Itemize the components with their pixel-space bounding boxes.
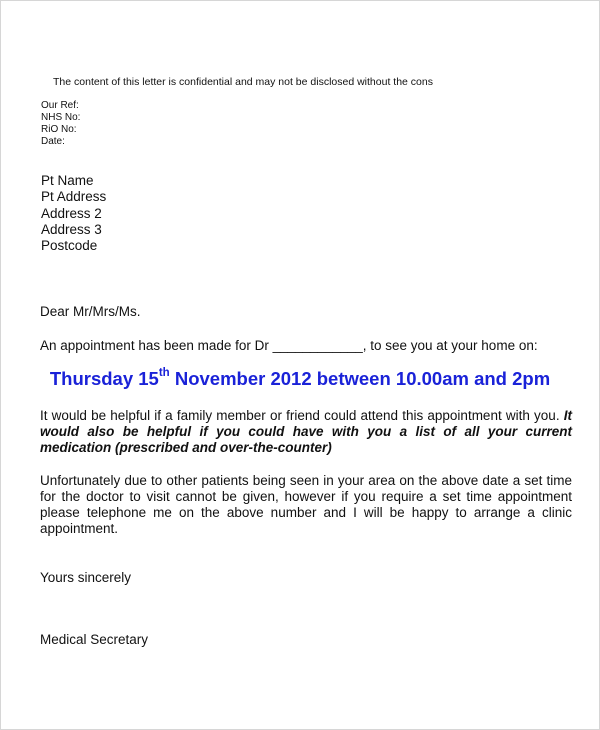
- our-ref-label: Our Ref:: [41, 100, 79, 111]
- address-line-3: Address 3: [41, 221, 102, 237]
- appointment-datetime: [1, 366, 599, 392]
- medication-request: It would also be helpful if you could have with you a list of all your current medication (prescribed and over-the-counter): [40, 408, 572, 455]
- patient-address-line: Pt Address: [41, 189, 107, 205]
- appointment-day: Thursday 15: [49, 368, 159, 389]
- salutation: Dear Mr/Mrs/Ms.: [40, 304, 141, 319]
- date-label: Date:: [41, 136, 65, 147]
- appointment-time-window: November 2012 between 10.00am and 2pm: [169, 368, 551, 389]
- postcode: Postcode: [41, 238, 98, 254]
- attendance-paragraph: [40, 408, 572, 456]
- timing-paragraph: Unfortunately due to other patients being seen in your area on the above date a set time for the doctor to visit cannot be given, however if you require a set time appointment please telephone me on the above number and I will be happy to arrange a clinic appointment.: [40, 473, 572, 536]
- address-line-2: Address 2: [41, 205, 102, 221]
- appointment-line: An appointment has been made for Dr ____________, to see you at your home on:: [40, 338, 538, 353]
- confidential-notice: The content of this letter is confidential and may not be disclosed without the cons: [53, 76, 433, 88]
- patient-name: Pt Name: [41, 173, 94, 188]
- reference-block: [41, 100, 80, 148]
- ordinal-suffix: th: [158, 366, 170, 379]
- nhs-no-label: NHS No:: [41, 112, 81, 123]
- attendance-text: It would be helpful if a family member or friend could attend this appointment with you.: [40, 408, 564, 423]
- recipient-address: [41, 173, 106, 254]
- closing: Yours sincerely: [40, 570, 132, 585]
- signature-title: Medical Secretary: [40, 632, 149, 647]
- rio-no-label: RiO No:: [41, 124, 77, 135]
